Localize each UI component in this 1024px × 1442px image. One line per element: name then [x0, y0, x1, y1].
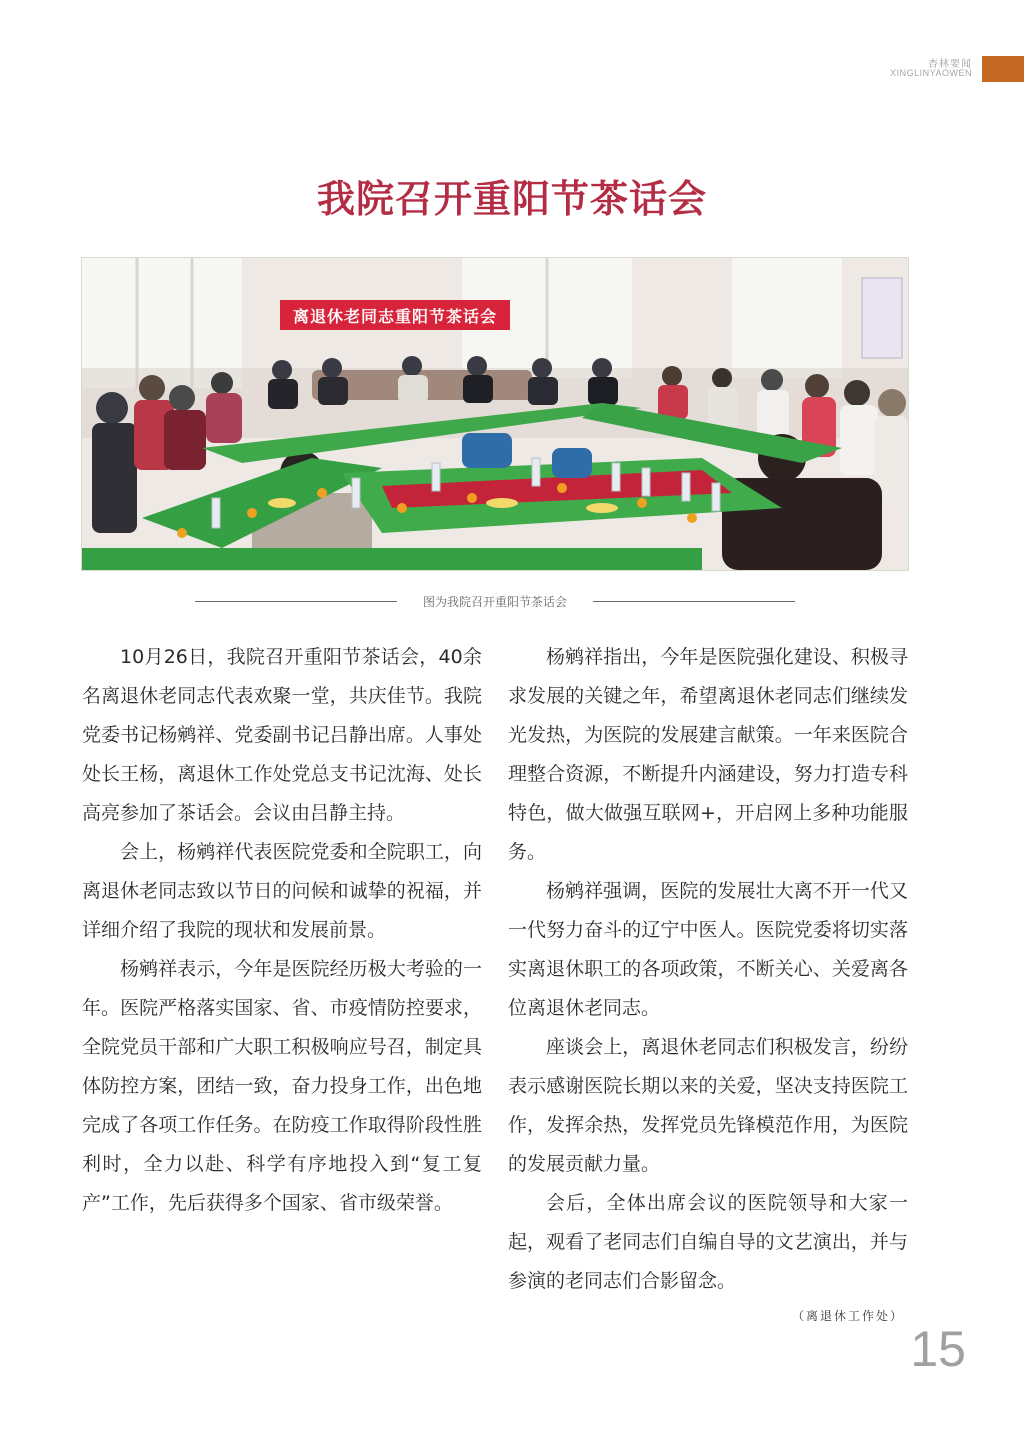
- paragraph: 杨鹓祥强调，医院的发展壮大离不开一代又一代努力奋斗的辽宁中医人。医院党委将切实落实离退休职工的各项政策，不断关心、关爱离各位离退休老同志。: [508, 880, 908, 1019]
- photo-caption: 图为我院召开重阳节茶话会: [423, 594, 568, 609]
- page-number: 15: [910, 1321, 966, 1377]
- article-column-right: [508, 638, 908, 1301]
- section-label-en: XINGLINYAOWEN: [890, 68, 972, 78]
- article-title: 我院召开重阳节茶话会: [316, 176, 707, 221]
- paragraph: 会后，全体出席会议的医院领导和大家一起，观看了老同志们自编自导的文艺演出，并与参演的老同志们合影留念。: [508, 1192, 908, 1292]
- article-column-left: [82, 638, 482, 1223]
- event-photo: [82, 258, 908, 570]
- section-label: 杏林要闻: [928, 59, 972, 70]
- article-credit: （离退休工作处）: [791, 1309, 904, 1323]
- paragraph: 座谈会上，离退休老同志们积极发言，纷纷表示感谢医院长期以来的关爱，坚决支持医院工作，发挥余热，发挥党员先锋模范作用，为医院的发展贡献力量。: [508, 1036, 908, 1175]
- caption-divider-left: [195, 601, 397, 602]
- paragraph: 10月26日，我院召开重阳节茶话会，40余名离退休老同志代表欢聚一堂，共庆佳节。我院党委书记杨鹓祥、党委副书记吕静出席。人事处处长王杨，离退休工作处党总支书记沈海、处长高亮参加了茶话会。会议由吕静主持。: [82, 646, 482, 824]
- paragraph: 杨鹓祥指出，今年是医院强化建设、积极寻求发展的关键之年，希望离退休老同志们继续发光发热，为医院的发展建言献策。一年来医院合理整合资源，不断提升内涵建设，努力打造专科特色，做大做强互联网+，开启网上多种功能服务。: [508, 646, 908, 863]
- banner-text: 离退休老同志重阳节茶话会: [292, 306, 497, 326]
- paragraph: 会上，杨鹓祥代表医院党委和全院职工，向离退休老同志致以节日的问候和诚挚的祝福，并详细介绍了我院的现状和发展前景。: [82, 841, 482, 941]
- paragraph: 杨鹓祥表示，今年是医院经历极大考验的一年。医院严格落实国家、省、市疫情防控要求，全院党员干部和广大职工积极响应号召，制定具体防控方案，团结一致，奋力投身工作，出色地完成了各项工作任务。在防疫工作取得阶段性胜利时，全力以赴、科学有序地投入到“复工复产”工作，先后获得多个国家、省市级荣誉。: [82, 958, 482, 1214]
- photo-caption-row: [195, 590, 795, 612]
- section-accent-block: [982, 56, 1024, 82]
- caption-divider-right: [593, 601, 795, 602]
